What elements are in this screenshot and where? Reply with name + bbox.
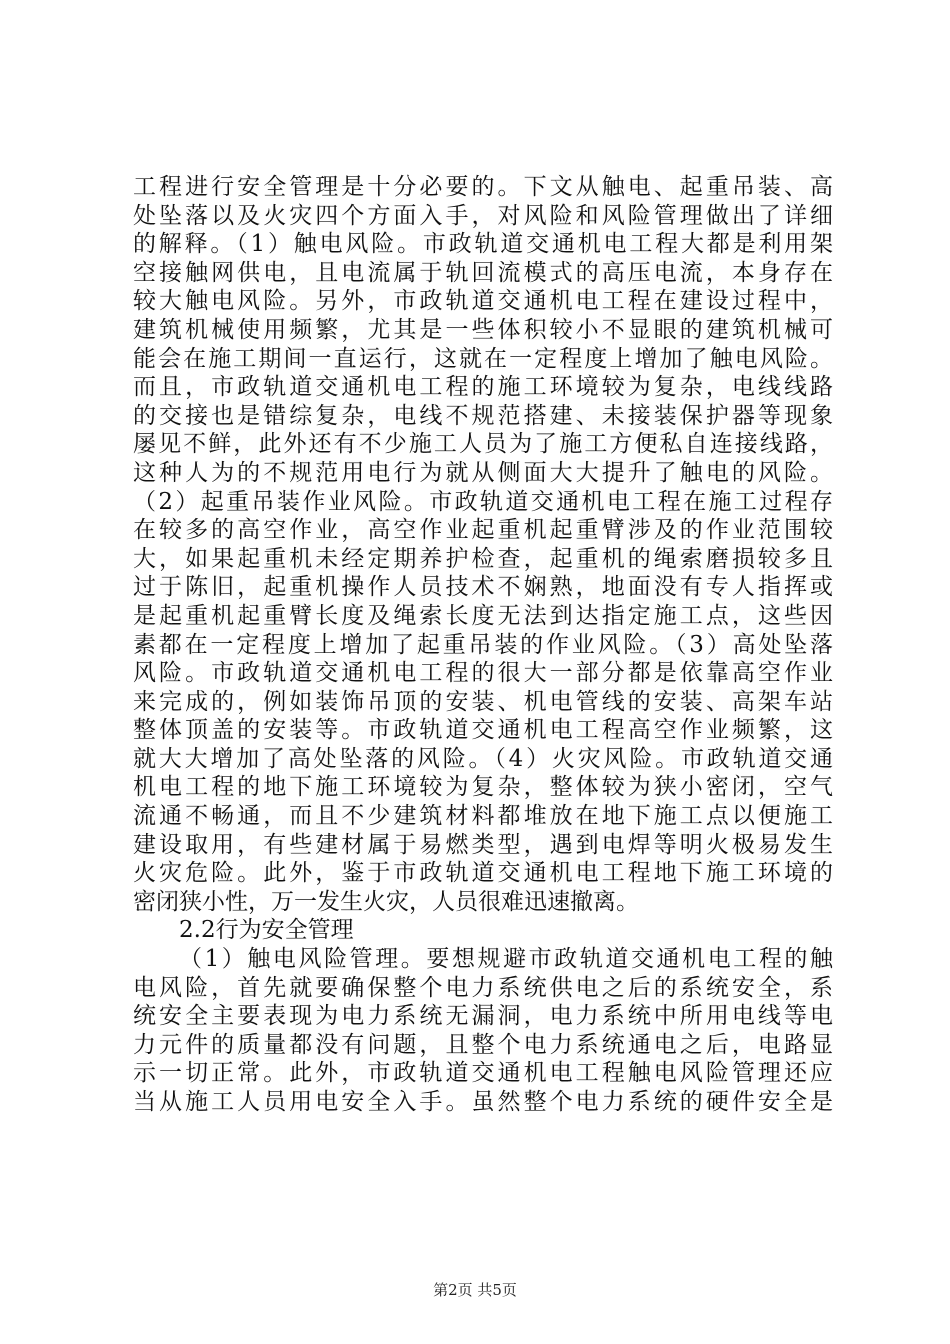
text-line: 密闭狭小性，万一发生火灾，人员很难迅速撤离。 bbox=[133, 888, 639, 915]
text-line: 风险。市政轨道交通机电工程的很大一部分都是依靠高空作业 bbox=[133, 660, 833, 687]
paragraph-behavior-safety bbox=[133, 945, 833, 1117]
document-body bbox=[133, 173, 833, 1117]
text-line: 整体顶盖的安装等。市政轨道交通机电工程高空作业频繁，这 bbox=[133, 717, 833, 744]
text-line: （1）触电风险管理。要想规避市政轨道交通机电工程的触 bbox=[179, 946, 833, 973]
text-line: 火灾危险。此外，鉴于市政轨道交通机电工程地下施工环境的 bbox=[133, 860, 833, 887]
text-line: 力元件的质量都没有问题，且整个电力系统通电之后，电路显 bbox=[133, 1031, 833, 1058]
text-line: 大，如果起重机未经定期养护检查，起重机的绳索磨损较多且 bbox=[133, 545, 833, 572]
text-line: 能会在施工期间一直运行，这就在一定程度上增加了触电风险。 bbox=[133, 345, 833, 372]
text-line: 建筑机械使用频繁，尤其是一些体积较小不显眼的建筑机械可 bbox=[133, 316, 833, 343]
text-line: 屡见不鲜，此外还有不少施工人员为了施工方便私自连接线路， bbox=[133, 431, 833, 458]
text-line: 空接触网供电，且电流属于轨回流模式的高压电流，本身存在 bbox=[133, 259, 833, 286]
text-line: 过于陈旧，起重机操作人员技术不娴熟，地面没有专人指挥或 bbox=[133, 574, 833, 601]
text-line: 当从施工人员用电安全入手。虽然整个电力系统的硬件安全是 bbox=[133, 1089, 833, 1115]
text-line: 而且，市政轨道交通机电工程的施工环境较为复杂，电线线路 bbox=[133, 374, 833, 401]
text-line: 处坠落以及火灾四个方面入手，对风险和风险管理做出了详细 bbox=[133, 202, 833, 229]
text-line: 就大大增加了高处坠落的风险。（4）火灾风险。市政轨道交通 bbox=[133, 745, 833, 772]
section-heading: 2.2行为安全管理 bbox=[179, 917, 354, 944]
text-line: 统安全主要表现为电力系统无漏洞，电力系统中所用电线等电 bbox=[133, 1003, 833, 1030]
text-line: 的解释。（1）触电风险。市政轨道交通机电工程大都是利用架 bbox=[133, 231, 833, 258]
text-line: 工程进行安全管理是十分必要的。下文从触电、起重吊装、高 bbox=[133, 174, 833, 200]
paragraph-risk-analysis bbox=[133, 173, 833, 916]
text-line: （2）起重吊装作业风险。市政轨道交通机电工程在施工过程存 bbox=[133, 488, 833, 515]
text-line: 流通不畅通，而且不少建筑材料都堆放在地下施工点以便施工 bbox=[133, 803, 833, 830]
text-line: 在较多的高空作业，高空作业起重机起重臂涉及的作业范围较 bbox=[133, 517, 833, 544]
text-line: 是起重机起重臂长度及绳索长度无法到达指定施工点，这些因 bbox=[133, 602, 833, 629]
page-footer: 第2页 共5页 bbox=[433, 1281, 517, 1299]
text-line: 电风险，首先就要确保整个电力系统供电之后的系统安全，系 bbox=[133, 974, 833, 1001]
text-line: 来完成的，例如装饰吊顶的安装、机电管线的安装、高架车站 bbox=[133, 688, 833, 715]
text-line: 建设取用，有些建材属于易燃类型，遇到电焊等明火极易发生 bbox=[133, 831, 833, 858]
text-line: 的交接也是错综复杂，电线不规范搭建、未接装保护器等现象 bbox=[133, 402, 833, 429]
text-line: 示一切正常。此外，市政轨道交通机电工程触电风险管理还应 bbox=[133, 1060, 833, 1087]
text-line: 较大触电风险。另外，市政轨道交通机电工程在建设过程中， bbox=[133, 288, 833, 315]
text-line: 机电工程的地下施工环境较为复杂，整体较为狭小密闭，空气 bbox=[133, 774, 833, 801]
text-line: 这种人为的不规范用电行为就从侧面大大提升了触电的风险。 bbox=[133, 459, 833, 486]
text-line: 素都在一定程度上增加了起重吊装的作业风险。（3）高处坠落 bbox=[133, 631, 833, 658]
